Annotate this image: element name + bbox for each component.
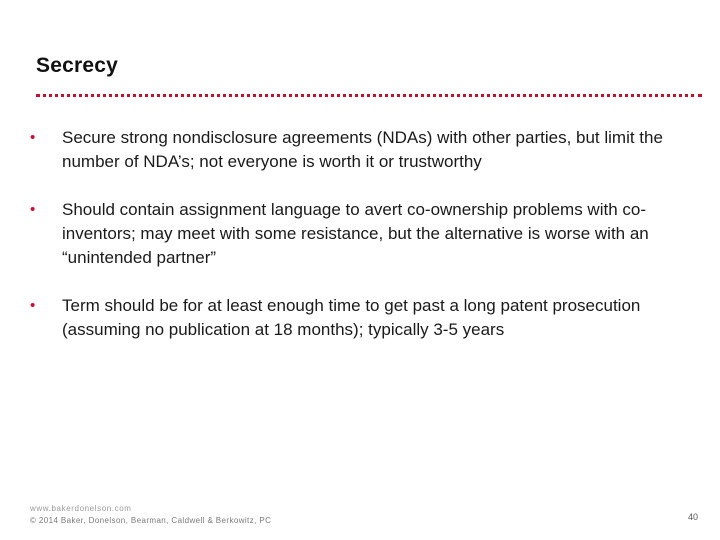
bullet-item	[30, 294, 680, 342]
bullet-dot-icon: •	[30, 201, 36, 218]
bullet-dot-icon: •	[30, 297, 36, 314]
footer-website: www.bakerdonelson.com	[30, 504, 132, 513]
bullet-text: Term should be for at least enough time to get past a long patent prosecution (assuming no publication at 18 months); typically 3-5 years	[62, 296, 641, 339]
bullet-text: Should contain assignment language to avert co-ownership problems with co-inventors; may meet with some resistance, but the alternative is worse with an “unintended partner”	[62, 200, 649, 267]
bullet-list	[30, 126, 680, 366]
bullet-text: Secure strong nondisclosure agreements (NDAs) with other parties, but limit the number of NDA’s; not everyone is worth it or trustworthy	[62, 128, 663, 171]
bullet-item	[30, 198, 680, 270]
bullet-item	[30, 126, 680, 174]
bullet-dot-icon: •	[30, 129, 36, 146]
footer-copyright: © 2014 Baker, Donelson, Bearman, Caldwell & Berkowitz, PC	[30, 516, 272, 525]
page-number: 40	[687, 512, 698, 522]
slide-title: Secrecy	[36, 54, 118, 77]
title-divider	[36, 94, 702, 97]
